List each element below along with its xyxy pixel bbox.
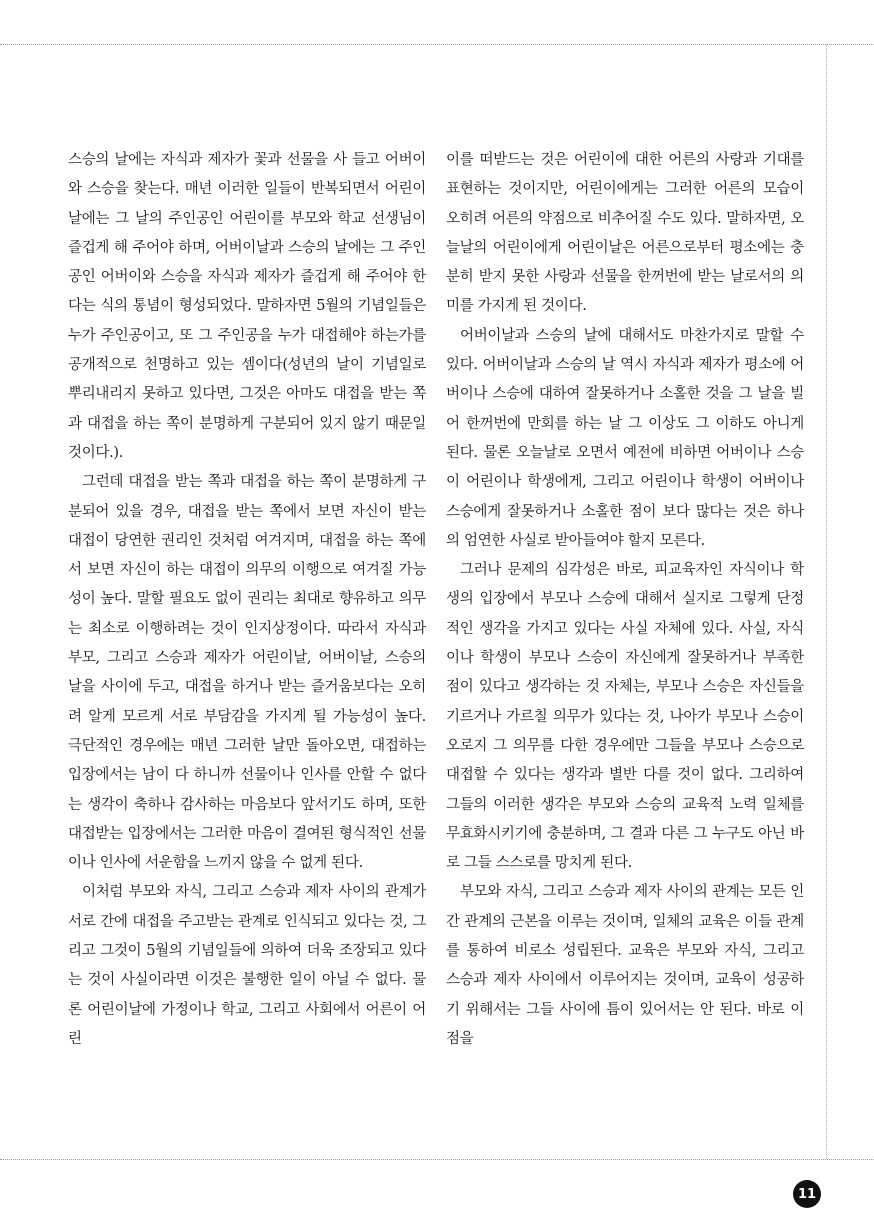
paragraph: 스승의 날에는 자식과 제자가 꽃과 선물을 사 들고 어버이와 스승을 찾는다. 매년 이러한 일들이 반복되면서 어린이날에는 그 날의 주인공인 어린이를 부모와 학교 선생님이 즐겁게 해 주어야 하며, 어버이날과 스승의 날에는 그 주인공인 어버이와 스승을 자식과 제자가 즐겁게 해 주어야 한다는 식의 통념이 형성되었다. 말하자면 5월의 기념일들은 누가 주인공이고, 또 그 주인공을 누가 대접해야 하는가를 공개적으로 천명하고 있는 셈이다(성년의 날이 기념일로 뿌리내리지 못하고 있다면, 그것은 아마도 대접을 받는 쪽과 대접을 하는 쪽이 분명하게 구분되어 있지 않기 때문일 것이다.). xyxy=(68,152,426,461)
paragraph: 그러나 문제의 심각성은 바로, 피교육자인 자식이나 학생의 입장에서 부모나 스승에 대해서 실지로 그렇게 단정적인 생각을 가지고 있다는 사실 자체에 있다. 사실, 자식이나 학생이 부모나 스승이 자신에게 잘못하거나 부족한 점이 있다고 생각하는 것 자체는, 부모나 스승은 자신들을 기르거나 가르칠 의무가 있다는 것, 나아가 부모나 스승이 오로지 그 의무를 다한 경우에만 그들을 부모나 스승으로 대접할 수 있다는 생각과 별반 다를 것이 없다. 그리하여 그들의 이러한 생각은 부모와 스승의 교육적 노력 일체를 무효화시키기에 충분하며, 그 결과 다른 그 누구도 아닌 바로 그들 스스로를 망치게 된다. xyxy=(446,562,804,872)
paragraph: 어버이날과 스승의 날에 대해서도 마찬가지로 말할 수 있다. 어버이날과 스승의 날 역시 자식과 제자가 평소에 어버이나 스승에 대하여 잘못하거나 소홀한 것을 그 날을 빌어 한꺼번에 만회를 하는 날 그 이상도 그 이하도 아니게 된다. 물론 오늘날로 오면서 예전에 비하면 어버이나 스승이 어린이나 학생에게, 그리고 어린이나 학생이 어버이나 스승에게 잘못하거나 소홀한 점이 보다 많다는 것은 하나의 엄연한 사실로 받아들여야 할지 모른다. xyxy=(446,327,804,549)
left-text-column xyxy=(68,146,426,1054)
scan-edge-bottom xyxy=(0,1159,874,1160)
paragraph: 이처럼 부모와 자식, 그리고 스승과 제자 사이의 관계가 서로 간에 대접을 주고받는 관계로 인식되고 있다는 것, 그리고 그것이 5월의 기념일들에 의하여 더욱 조장되고 있다는 것이 사실이라면 이것은 불행한 일이 아닐 수 없다. 물론 어린이날에 가정이나 학교, 그리고 사회에서 어른이 어린 xyxy=(68,884,426,1047)
paragraph: 이를 떠받드는 것은 어린이에 대한 어른의 사랑과 기대를 표현하는 것이지만, 어린이에게는 그러한 어른의 모습이 오히려 어른의 약점으로 비추어질 수도 있다. 말하자면, 오늘날의 어린이에게 어린이날은 어른으로부터 평소에는 충분히 받지 못한 사랑과 선물을 한꺼번에 받는 날로서의 의미를 가지게 된 것이다. xyxy=(446,152,804,315)
scan-edge-right xyxy=(826,44,827,1159)
page-number-badge: 11 xyxy=(793,1180,821,1208)
paragraph: 그런데 대접을 받는 쪽과 대접을 하는 쪽이 분명하게 구분되어 있을 경우, 대접을 받는 쪽에서 보면 자신이 받는 대접이 당연한 권리인 것처럼 여겨지며, 대접을 하는 쪽에서 보면 자신이 하는 대접이 의무의 이행으로 여겨질 가능성이 높다. 말할 필요도 없이 권리는 최대로 향유하고 의무는 최소로 이행하려는 것이 인지상정이다. 따라서 자식과 부모, 그리고 스승과 제자가 어린이날, 어버이날, 스승의 날을 사이에 두고, 대접을 하거나 받는 즐거움보다는 오히려 알게 모르게 서로 부담감을 가지게 될 가능성이 높다. 극단적인 경우에는 매년 그러한 날만 돌아오면, 대접하는 입장에서는 남이 다 하니까 선물이나 인사를 안할 수 없다는 생각이 축하나 감사하는 마음보다 앞서기도 하며, 또한 대접받는 입장에서는 그러한 마음이 결여된 형식적인 선물이나 인사에 서운함을 느끼지 않을 수 없게 된다. xyxy=(68,474,426,872)
paragraph: 부모와 자식, 그리고 스승과 제자 사이의 관계는 모든 인간 관계의 근본을 이루는 것이며, 일체의 교육은 이들 관계를 통하여 비로소 성립된다. 교육은 부모와 자식, 그리고 스승과 제자 사이에서 이루어지는 것이며, 교육이 성공하기 위해서는 그들 사이에 틈이 있어서는 안 된다. 바로 이 점을 xyxy=(446,884,804,1047)
right-text-column xyxy=(446,146,804,1054)
scan-edge-top xyxy=(0,44,874,45)
